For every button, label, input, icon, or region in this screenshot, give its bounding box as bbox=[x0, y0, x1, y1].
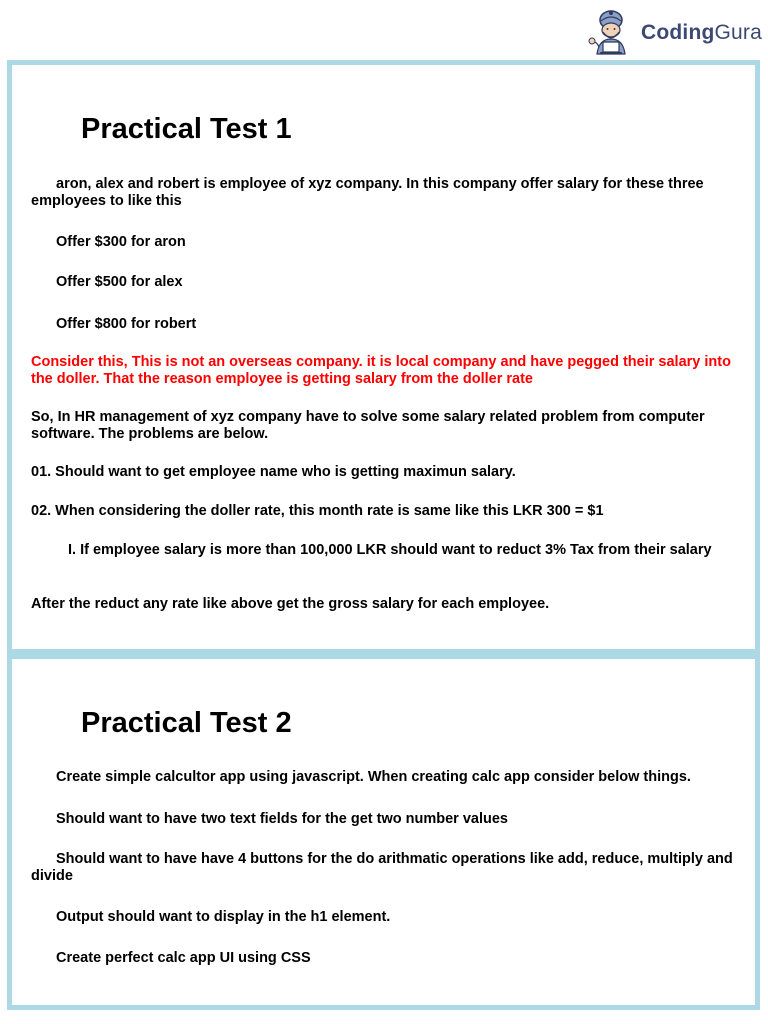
test1-offer-robert: Offer $800 for robert bbox=[56, 316, 197, 332]
test1-closing: After the reduct any rate like above get the gross salary for each employee. bbox=[31, 596, 550, 612]
test1-question-2: 02. When considering the doller rate, this month rate is same like this LKR 300 = $1 bbox=[31, 503, 604, 519]
test2-item-4: Output should want to display in the h1 element. bbox=[56, 909, 391, 925]
practical-test-2-card bbox=[7, 654, 760, 1010]
test1-question-1: 01. Should want to get employee name who is getting maximun salary. bbox=[31, 464, 516, 480]
brand-name bbox=[641, 21, 762, 45]
test2-title: Practical Test 2 bbox=[81, 707, 292, 739]
test1-question-2-sub: I. If employee salary is more than 100,000 LKR should want to reduct 3% Tax from their salary bbox=[68, 542, 712, 558]
test2-item-3: Should want to have have 4 buttons for the do arithmatic operations like add, reduce, multiply and divide bbox=[31, 851, 733, 884]
practical-test-1-card bbox=[7, 60, 760, 654]
test1-note: Consider this, This is not an overseas company. it is local company and have pegged their salary into the doller. That the reason employee is getting salary from the doller rate bbox=[31, 354, 731, 387]
brand-name-part1: Coding bbox=[640, 21, 715, 44]
test1-intro: aron, alex and robert is employee of xyz company. In this company offer salary for these three employees to like this bbox=[31, 176, 704, 209]
test1-context: So, In HR management of xyz company have to solve some salary related problem from computer software. The problems are below. bbox=[31, 409, 705, 442]
test2-item-5: Create perfect calc app UI using CSS bbox=[56, 950, 311, 966]
test2-item-2: Should want to have two text fields for the get two number values bbox=[56, 811, 508, 827]
test1-title: Practical Test 1 bbox=[81, 113, 292, 145]
codinggura-logo[interactable] bbox=[585, 8, 762, 58]
brand-name-part2: Gura bbox=[714, 21, 762, 44]
guru-mascot-icon bbox=[585, 8, 637, 58]
test1-offer-alex: Offer $500 for alex bbox=[56, 274, 183, 290]
test2-item-1: Create simple calcultor app using javascript. When creating calc app consider below things. bbox=[56, 769, 691, 785]
test1-offer-aron: Offer $300 for aron bbox=[56, 234, 186, 250]
